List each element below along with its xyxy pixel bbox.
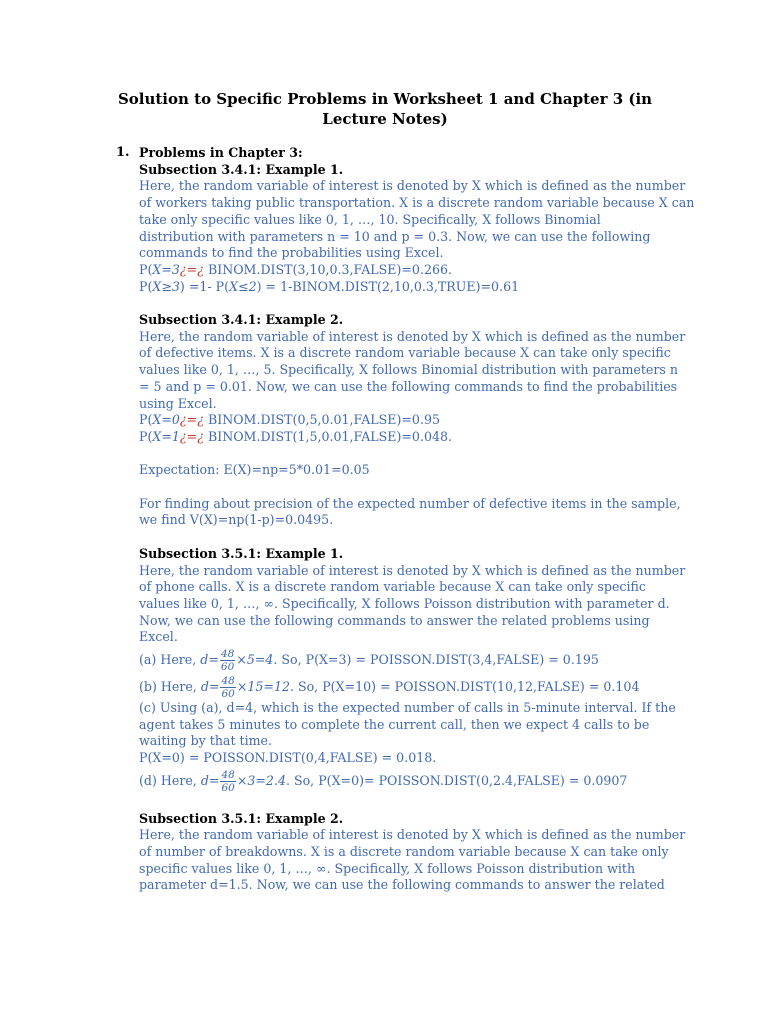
formula-line: (d) Here, d= $\frac{48}{60}$ ×3=2.4. So, P(X=0)= POISSON.DIST(0,2.4,FALSE) = 0.0907: [139, 768, 628, 794]
expectation-line: Expectation: E(X)=np=5*0.01=0.05: [139, 462, 370, 478]
formula-line: (b) Here, d= $\frac{48}{60}$ ×15=12. So, P(X=10) = POISSON.DIST(10,12,FALSE) = 0.104: [139, 675, 640, 701]
list-item-label: Problems in Chapter 3:: [139, 145, 303, 160]
fraction: $\frac{48}{60}$: [220, 648, 235, 674]
formula-line: P(X=3¿=¿ BINOM.DIST(3,10,0.3,FALSE)=0.266.: [139, 261, 452, 277]
formula-line: P(X≥3) =1- P(X≤2) = 1-BINOM.DIST(2,10,0.3,TRUE)=0.61: [139, 278, 520, 294]
page-title: Solution to Specific Problems in Worksheet 1 and Chapter 3 (in Lecture Notes): [117, 90, 653, 128]
main-content: [139, 145, 699, 894]
formula-line: P(X=1¿=¿ BINOM.DIST(1,5,0.01,FALSE)=0.048.: [139, 428, 452, 444]
fraction: $\frac{48}{60}$: [221, 675, 235, 701]
formula-line: (a) Here, d= $\frac{48}{60}$ ×5=4. So, P(X=3) = POISSON.DIST(3,4,FALSE) = 0.195: [139, 648, 599, 674]
section-paragraph: Here, the random variable of interest is denoted by X which is defined as the number of workers taking public transportation. X is a discrete random variable because X can take only specific values like 0, 1, …, 10. Specifically, X follows Binomial distribution with parameters n = 10 and p = 0.3. Now, we can use the following commands to find the probabilities using Excel. P(X=3¿=¿ BINOM.DIST(3,10,0.3,FALSE)=0.266. P(X≥3) =1- P(X≤2) = 1-BINOM.DIST(2,10,0.3,TRUE)=0.61: [139, 178, 699, 295]
formula-line: P(X=0¿=¿ BINOM.DIST(0,5,0.01,FALSE)=0.95: [139, 412, 440, 428]
section-heading: Subsection 3.4.1: Example 1.: [139, 161, 344, 177]
fraction: $\frac{48}{60}$: [221, 768, 235, 794]
section-heading: Subsection 3.5.1: Example 1.: [139, 545, 344, 561]
section-heading: Subsection 3.4.1: Example 2.: [139, 312, 344, 328]
section-paragraph: Here, the random variable of interest is denoted by X which is defined as the number of phone calls. X is a discrete random variable because X can take only specific values like 0, 1, …, ∞. Specifically, X follows Poisson distribution with parameter d. Now, we can use the following commands to answer the related problems using Excel. (a) Here, d= $\frac{48}{60}$ ×5=4. So, P(X=3) = POISSON.DIST(3,4,FALSE) = 0.195 (b) Here, d= $\frac{48}{60}$ ×15=12. So, P(X=10) = POISSON.DIST(10,12,FALSE) = 0.104 (c) Using (a), d=4, which is the expected number of calls in 5-minute interval. If the agent takes 5 minutes to complete the current call, then we expect 4 calls to be waiting by that time. P(X=0) = POISSON.DIST(0,4,FALSE) = 0.018. (d) Here, d= $\frac{48}{60}$ ×3=2.4. So, P(X=0)= POISSON.DIST(0,2.4,FALSE) = 0.0907: [139, 563, 699, 794]
list-item-number: 1.: [116, 145, 130, 160]
section-paragraph: Here, the random variable of interest is denoted by X which is defined as the number of defective items. X is a discrete random variable because X can take only specific values like 0, 1, …, 5. Specifically, X follows Binomial distribution with parameters n = 5 and p = 0.01. Now, we can use the following commands to find the probabilities using Excel. P(X=0¿=¿ BINOM.DIST(0,5,0.01,FALSE)=0.95 P(X=1¿=¿ BINOM.DIST(1,5,0.01,FALSE)=0.048. Expectation: E(X)=np=5*0.01=0.05 For finding about precision of the expected number of defective items in the sample, we find V(X)=np(1-p)=0.0495.: [139, 329, 699, 529]
section-paragraph: Here, the random variable of interest is denoted by X which is defined as the number of number of breakdowns. X is a discrete random variable because X can take only specific values like 0, 1, …, ∞. Specifically, X follows Poisson distribution with parameter d=1.5. Now, we can use the following commands to answer the related: [139, 827, 686, 893]
section-heading: Subsection 3.5.1: Example 2.: [139, 810, 344, 826]
